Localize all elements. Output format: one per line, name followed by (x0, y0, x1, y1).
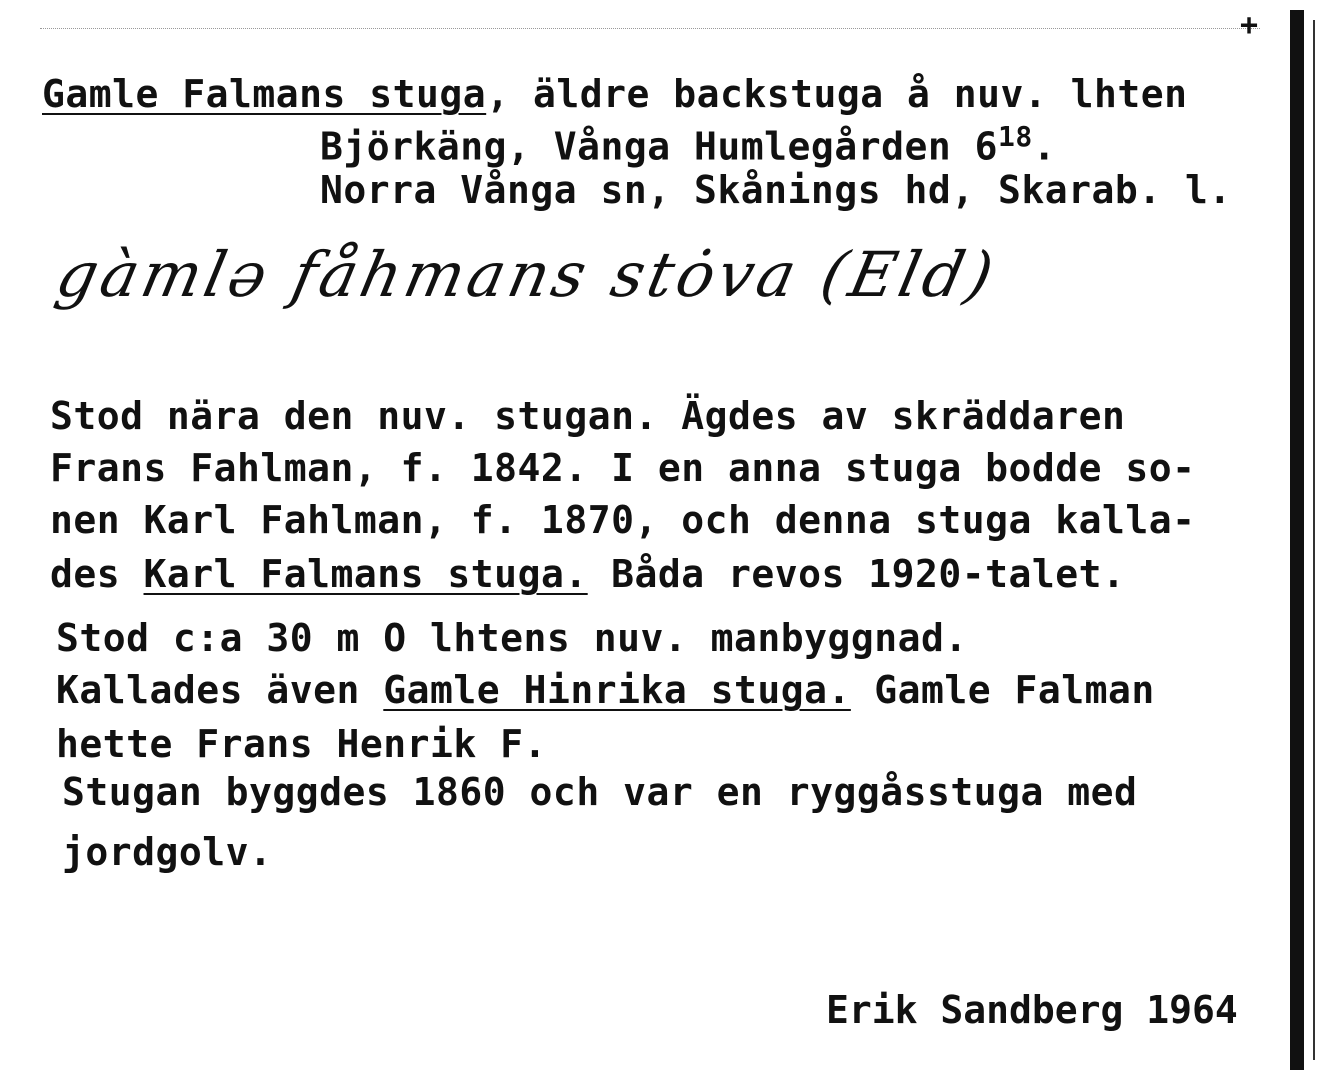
body-line-7: hette Frans Henrik F. (56, 722, 547, 766)
card-title-rest: , äldre backstuga å nuv. lhten (486, 72, 1188, 116)
body-line-5: Stod c:a 30 m O lhtens nuv. manbyggnad. (56, 616, 968, 660)
underlined-name-hinrika: Gamle Hinrika stuga. (383, 668, 851, 712)
location-line-2-end: . (1032, 124, 1057, 169)
card-title: Gamle Falmans stuga (42, 72, 487, 116)
body-line-6-post: Gamle Falman (850, 668, 1155, 712)
body-line-1: Stod nära den nuv. stugan. Ägdes av skräddaren (50, 394, 1126, 438)
header-line-3: Norra Vånga sn, Skånings hd, Skarab. l. (320, 168, 1232, 212)
author-signature: Erik Sandberg 1964 (826, 988, 1238, 1032)
header-line-2 (320, 120, 1056, 169)
body-line-6-pre: Kallades även (56, 668, 384, 712)
underlined-name-karl: Karl Falmans stuga. (143, 552, 588, 596)
location-number: 18 (997, 120, 1033, 153)
top-edge-dots (40, 28, 1260, 29)
body-line-4-pre: des (50, 552, 144, 596)
location-line-2: Björkäng, Vånga Humlegården 6 (320, 124, 998, 169)
card-right-edge-line (1313, 20, 1315, 1060)
card-right-edge (1290, 10, 1304, 1070)
body-line-4 (50, 552, 1125, 596)
handwritten-note: gàmlə fåhmans stȯva (Eld) (50, 238, 1004, 311)
body-line-6 (56, 668, 1155, 712)
body-line-3: nen Karl Fahlman, f. 1870, och denna stuga kalla- (50, 498, 1196, 542)
body-line-4-post: Båda revos 1920-talet. (587, 552, 1126, 596)
header-line-1 (42, 72, 1188, 116)
corner-mark: + (1240, 8, 1259, 43)
body-line-9: jordgolv. (62, 830, 273, 874)
body-line-2: Frans Fahlman, f. 1842. I en anna stuga bodde so- (50, 446, 1196, 490)
body-line-8: Stugan byggdes 1860 och var en ryggåsstuga med (62, 770, 1138, 814)
